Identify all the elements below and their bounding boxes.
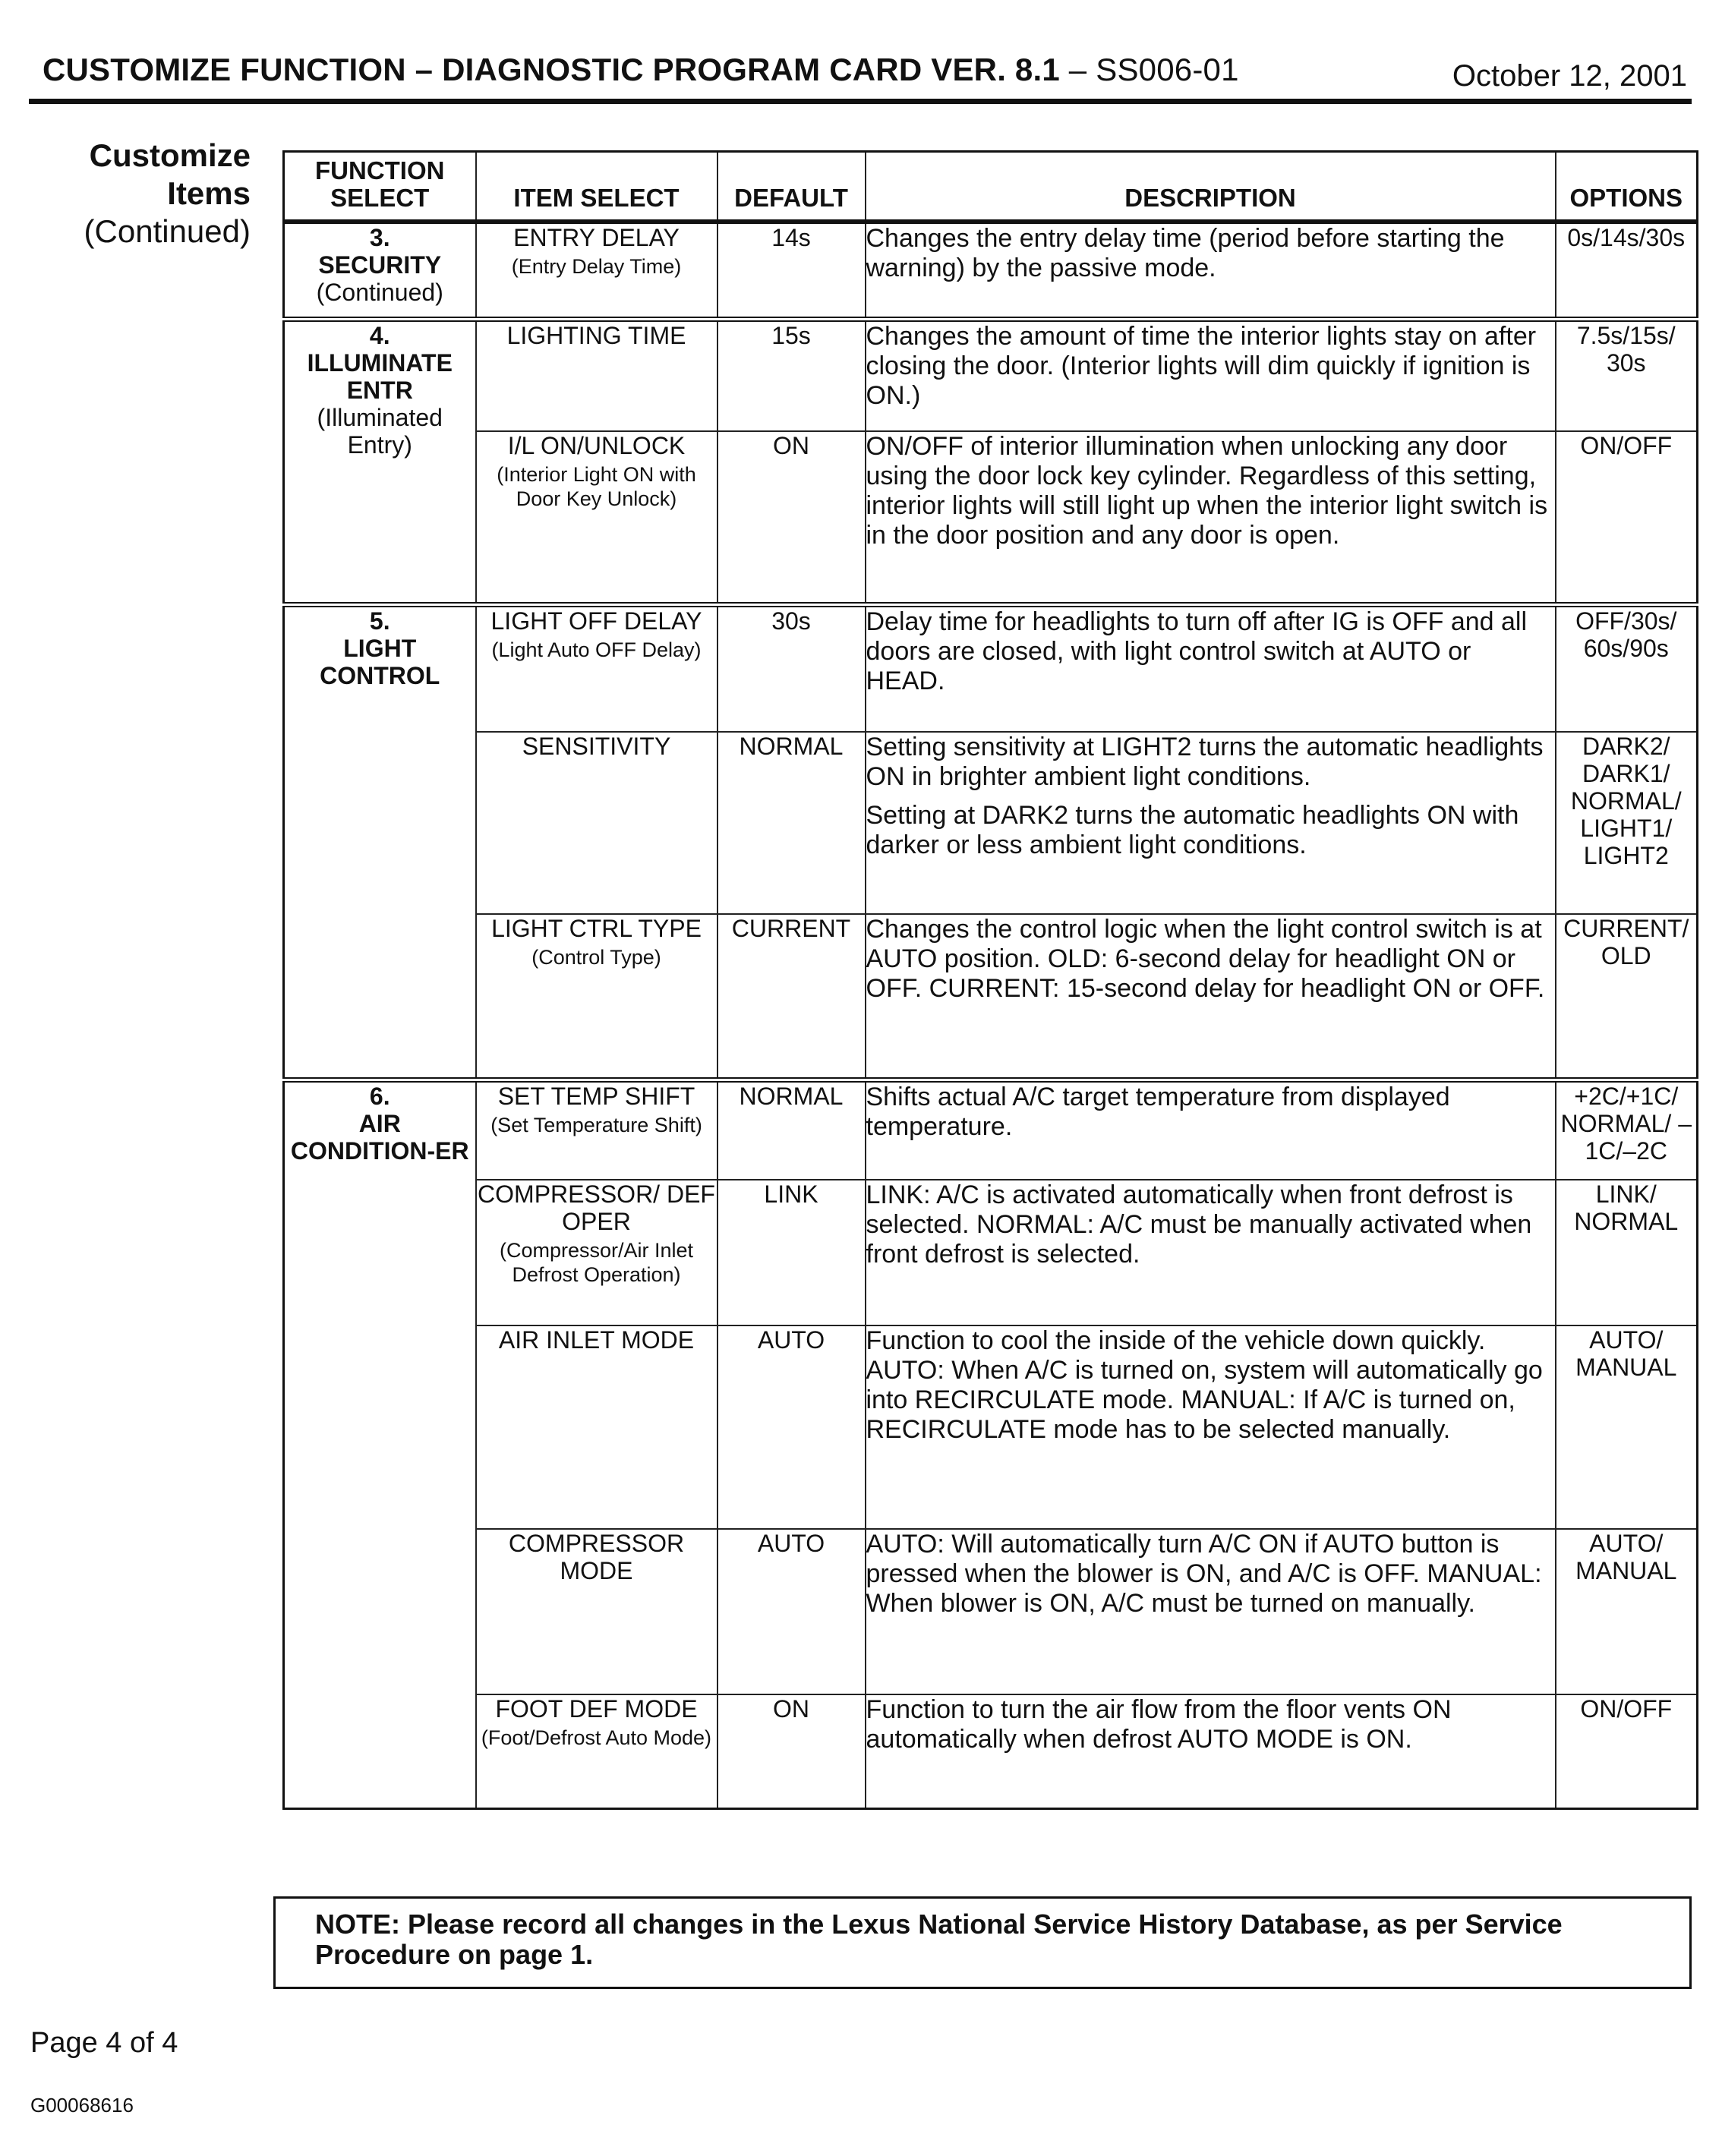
description-paragraph: Setting sensitivity at LIGHT2 turns the automatic headlights ON in brighter ambient light conditions.: [866, 733, 1544, 791]
col-description: DESCRIPTION: [866, 152, 1556, 222]
item-select-cell: [476, 604, 718, 732]
options-cell: ON/OFF: [1556, 431, 1698, 604]
default-cell: CURRENT: [718, 914, 866, 1080]
col-function-select: FUNCTION SELECT: [284, 152, 476, 222]
item-select-cell: [476, 1529, 718, 1694]
options-cell: 7.5s/15s/ 30s: [1556, 319, 1698, 431]
description-paragraph: Changes the amount of time the interior lights stay on after closing the door. (Interior lights will dim quickly if ignition is ON.): [866, 321, 1537, 410]
options-cell: AUTO/ MANUAL: [1556, 1325, 1698, 1529]
description-paragraph: Function to cool the inside of the vehicle down quickly. AUTO: When A/C is turned on, system will automatically go into RECIRCULATE mode. MANUAL: If A/C is turned on, RECIRCULATE mode has to be selected manually.: [866, 1326, 1543, 1444]
options-cell: OFF/30s/ 60s/90s: [1556, 604, 1698, 732]
page-header: [29, 46, 1692, 104]
default-cell: ON: [718, 1694, 866, 1808]
options-cell: LINK/ NORMAL: [1556, 1180, 1698, 1325]
function-number: 4.: [369, 321, 390, 349]
function-select-cell: [284, 319, 476, 604]
description-paragraph: Setting at DARK2 turns the automatic headlights ON with darker or less ambient light conditions.: [866, 801, 1519, 859]
item-subtitle: (Set Temperature Shift): [490, 1113, 702, 1136]
table-row: [284, 1180, 1698, 1325]
item-subtitle: (Compressor/Air Inlet Defrost Operation): [499, 1239, 694, 1286]
document-id: G00068616: [30, 2094, 134, 2117]
description-paragraph: Function to turn the air flow from the floor vents ON automatically when defrost AUTO MODE is ON.: [866, 1695, 1452, 1754]
section-heading: [30, 137, 251, 251]
description-paragraph: Shifts actual A/C target temperature from displayed temperature.: [866, 1082, 1450, 1141]
document-code: – SS006-01: [1068, 52, 1239, 87]
table-header-row: [284, 152, 1698, 222]
function-name: SECURITY: [318, 251, 442, 279]
description-cell: [866, 914, 1556, 1080]
table-row: [284, 319, 1698, 431]
item-name: LIGHT OFF DELAY: [490, 607, 702, 635]
options-cell: AUTO/ MANUAL: [1556, 1529, 1698, 1694]
default-cell: LINK: [718, 1180, 866, 1325]
section-line-3: (Continued): [84, 213, 251, 249]
description-cell: [866, 222, 1556, 319]
function-select-cell: [284, 222, 476, 319]
col-options: OPTIONS: [1556, 152, 1698, 222]
function-name: AIR CONDITION-ER: [290, 1109, 469, 1165]
item-subtitle: (Foot/Defrost Auto Mode): [481, 1726, 712, 1749]
description-cell: [866, 1529, 1556, 1694]
default-cell: NORMAL: [718, 732, 866, 914]
description-paragraph: AUTO: Will automatically turn A/C ON if AUTO button is pressed when the blower is ON, and A/C is OFF. MANUAL: When blower is ON, A/C must be turned on manually.: [866, 1530, 1542, 1618]
item-select-cell: [476, 222, 718, 319]
item-select-cell: [476, 319, 718, 431]
table-row: [284, 604, 1698, 732]
item-subtitle: (Light Auto OFF Delay): [491, 638, 702, 661]
item-subtitle: (Interior Light ON with Door Key Unlock): [497, 463, 696, 510]
options-cell: 0s/14s/30s: [1556, 222, 1698, 319]
note-box: NOTE: Please record all changes in the Lexus National Service History Database, as per Service Procedure on page 1.: [273, 1896, 1692, 1989]
table-row: [284, 222, 1698, 319]
item-name: COMPRESSOR/ DEF OPER: [478, 1180, 715, 1235]
item-subtitle: (Entry Delay Time): [511, 255, 682, 278]
function-number: 6.: [369, 1082, 390, 1110]
col-default: DEFAULT: [718, 152, 866, 222]
section-line-2: Items: [167, 175, 251, 211]
customize-table: [282, 150, 1698, 1810]
function-subtitle: (Illuminated Entry): [317, 403, 443, 459]
col-item-select: ITEM SELECT: [476, 152, 718, 222]
table-row: [284, 1080, 1698, 1180]
default-cell: 30s: [718, 604, 866, 732]
function-number: 3.: [369, 224, 390, 251]
item-select-cell: [476, 1180, 718, 1325]
item-select-cell: [476, 732, 718, 914]
description-cell: [866, 319, 1556, 431]
item-name: COMPRESSOR MODE: [508, 1530, 685, 1584]
description-cell: [866, 732, 1556, 914]
default-cell: AUTO: [718, 1529, 866, 1694]
section-line-1: Customize: [89, 137, 251, 173]
description-cell: [866, 604, 1556, 732]
default-cell: NORMAL: [718, 1080, 866, 1180]
item-select-cell: [476, 431, 718, 604]
page-number: Page 4 of 4: [30, 2027, 178, 2059]
function-select-cell: [284, 604, 476, 1080]
item-name: I/L ON/UNLOCK: [507, 432, 686, 459]
default-cell: 15s: [718, 319, 866, 431]
table-row: [284, 1694, 1698, 1808]
item-select-cell: [476, 914, 718, 1080]
table-row: [284, 732, 1698, 914]
item-name: SENSITIVITY: [522, 733, 671, 760]
options-cell: DARK2/ DARK1/ NORMAL/ LIGHT1/ LIGHT2: [1556, 732, 1698, 914]
item-name: AIR INLET MODE: [498, 1326, 695, 1354]
item-select-cell: [476, 1080, 718, 1180]
function-name: LIGHT CONTROL: [320, 634, 440, 689]
description-cell: [866, 1325, 1556, 1529]
description-paragraph: Changes the control logic when the light control switch is at AUTO position. OLD: 6-second delay for headlight ON or OFF. CURRENT: 15-second delay for headlight ON or OFF.: [866, 915, 1545, 1003]
item-subtitle: (Control Type): [531, 946, 661, 969]
default-cell: 14s: [718, 222, 866, 319]
item-select-cell: [476, 1325, 718, 1529]
table-row: [284, 1529, 1698, 1694]
function-select-cell: [284, 1080, 476, 1808]
table-row: [284, 914, 1698, 1080]
table-row: [284, 1325, 1698, 1529]
function-subtitle: (Continued): [316, 279, 443, 306]
default-cell: ON: [718, 431, 866, 604]
function-number: 5.: [369, 607, 390, 635]
options-cell: ON/OFF: [1556, 1694, 1698, 1808]
item-name: LIGHT CTRL TYPE: [491, 915, 702, 942]
description-paragraph: ON/OFF of interior illumination when unlocking any door using the door lock key cylinder. Regardless of this setting, interior lights will still light up when the interior light switch is in the door position and any door is open.: [866, 432, 1548, 550]
table-body: [284, 222, 1698, 1808]
description-cell: [866, 1080, 1556, 1180]
item-name: LIGHTING TIME: [506, 321, 686, 349]
document-title: [43, 52, 1239, 88]
description-cell: [866, 1694, 1556, 1808]
title-text: CUSTOMIZE FUNCTION – DIAGNOSTIC PROGRAM CARD VER. 8.1: [43, 52, 1060, 87]
item-name: SET TEMP SHIFT: [497, 1082, 695, 1110]
default-cell: AUTO: [718, 1325, 866, 1529]
description-paragraph: LINK: A/C is activated automatically when front defrost is selected. NORMAL: A/C must be manually activated when front defrost is selected.: [866, 1180, 1532, 1269]
document-date: October 12, 2001: [1452, 59, 1687, 93]
item-name: FOOT DEF MODE: [495, 1695, 698, 1723]
description-cell: [866, 431, 1556, 604]
function-name: ILLUMINATE ENTR: [307, 348, 453, 404]
description-cell: [866, 1180, 1556, 1325]
item-name: ENTRY DELAY: [513, 224, 680, 251]
options-cell: +2C/+1C/ NORMAL/ –1C/–2C: [1556, 1080, 1698, 1180]
description-paragraph: Delay time for headlights to turn off after IG is OFF and all doors are closed, with light control switch at AUTO or HEAD.: [866, 607, 1528, 695]
table-row: [284, 431, 1698, 604]
options-cell: CURRENT/ OLD: [1556, 914, 1698, 1080]
item-select-cell: [476, 1694, 718, 1808]
description-paragraph: Changes the entry delay time (period before starting the warning) by the passive mode.: [866, 224, 1505, 282]
